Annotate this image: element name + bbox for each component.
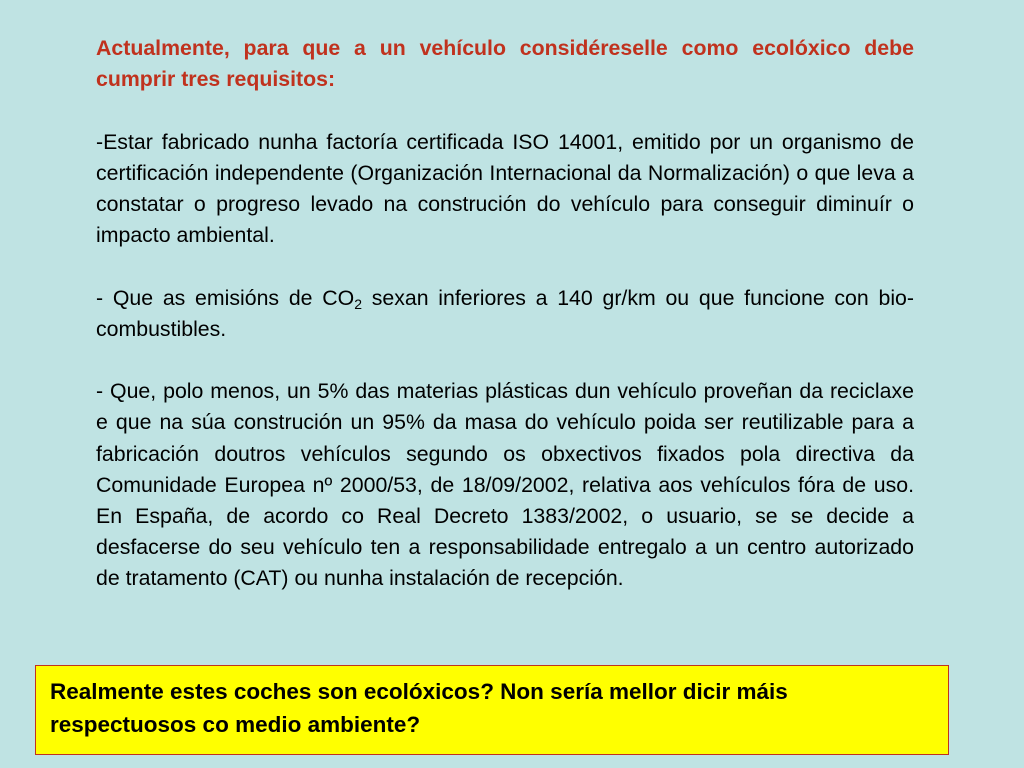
requirement-emissions-after: sexan inferiores a 140 gr/km ou que funcione con bio-combustibles. [96, 285, 914, 341]
spacer [96, 345, 914, 376]
spacer [96, 251, 914, 282]
co2-subscript: 2 [354, 295, 362, 312]
requirement-emissions [96, 283, 914, 345]
slide-heading: Actualmente, para que a un vehículo considéreselle como ecolóxico debe cumprir tres requisitos: [96, 36, 914, 92]
question-callout [35, 665, 949, 755]
requirement-iso: -Estar fabricado nunha factoría certificada ISO 14001, emitido por un organismo de certificación independente (Organización Internacional da Normalización) o que leva a constatar o progreso levado na construción do vehículo para conseguir diminuír o impacto ambiental. [96, 129, 914, 248]
spacer [96, 95, 914, 126]
requirement-emissions-before: - Que as emisións de CO [96, 285, 355, 310]
slide-content [96, 33, 914, 595]
callout-question: Realmente estes coches son ecolóxicos? Non sería mellor dicir máis respectuosos co medio ambiente? [50, 679, 788, 737]
requirement-recycling: - Que, polo menos, un 5% das materias plásticas dun vehículo proveñan da reciclaxe e que na súa construción un 95% da masa do vehículo poida ser reutilizable para a fabricación doutros vehículos segundo os obxectivos fixados pola directiva da Comunidade Europea nº 2000/53, de 18/09/2002, relativa aos vehículos fóra de uso. En España, de acordo co Real Decreto 1383/2002, o usuario, se se decide a desfacerse do seu vehículo ten a responsabilidade entregalo a un centro autorizado de tratamento (CAT) ou nunha instalación de recepción. [96, 379, 914, 591]
